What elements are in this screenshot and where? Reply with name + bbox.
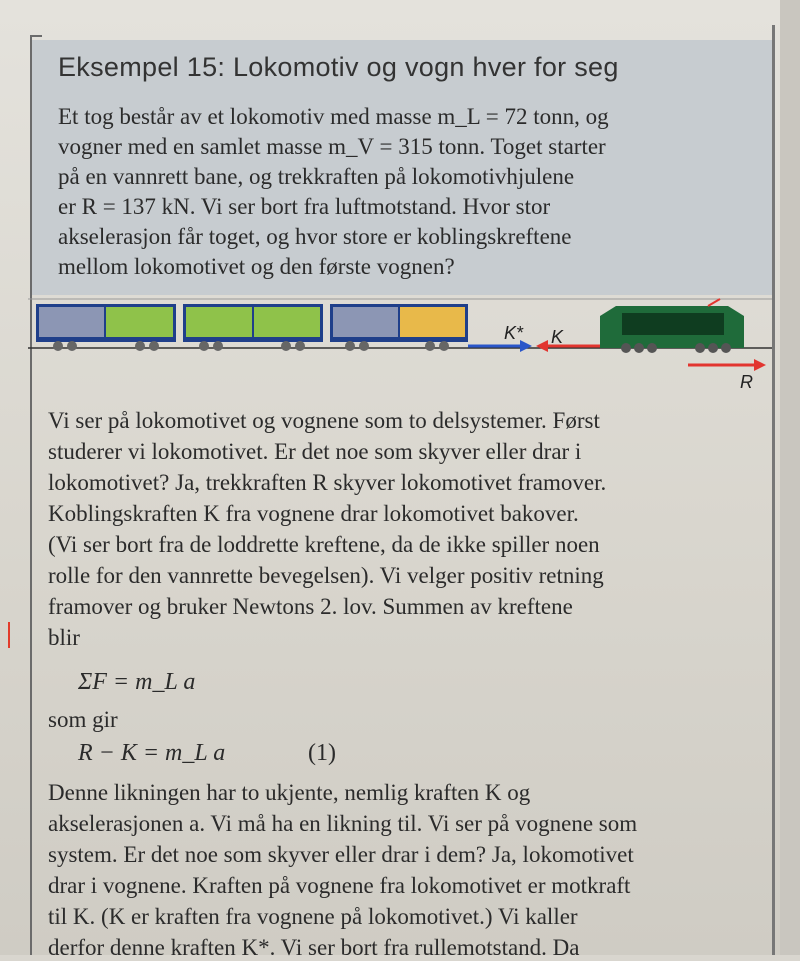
body-line-7: framover og bruker Newtons 2. lov. Summen av kreftene	[48, 594, 573, 619]
page-edge	[780, 0, 800, 955]
frame-right-border	[772, 25, 775, 955]
body-line-3: lokomotivet? Ja, trekkraften R skyver lokomotivet framover.	[48, 470, 607, 495]
intro-line-4: er R = 137 kN. Vi ser bort fra luftmotstand. Hvor stor	[58, 194, 551, 219]
example-title: Eksempel 15: Lokomotiv og vogn hver for seg	[58, 52, 619, 82]
train-diagram	[28, 296, 772, 396]
wagon-3	[330, 304, 468, 351]
body-line-2: studerer vi lokomotivet. Er det noe som skyver eller drar i	[48, 439, 582, 464]
body-line-6: rolle for den vannrette bevegelsen). Vi velger positiv retning	[48, 563, 604, 588]
text-som-gir: som gir	[48, 707, 118, 732]
body-line-14: derfor denne kraften K*. Vi ser bort fra rullemotstand. Da	[48, 935, 580, 960]
equation-1: R − K = m_L a	[78, 740, 226, 766]
equation-1-number: (1)	[308, 740, 336, 766]
intro-line-6: mellom lokomotivet og den første vognen?	[58, 254, 455, 279]
equation-sum-of-forces: ΣF = m_L a	[78, 669, 196, 695]
force-arrow-r	[688, 359, 766, 371]
body-line-12: drar i vognene. Kraften på vognene fra lokomotivet er motkraft	[48, 873, 631, 898]
label-r: R	[740, 372, 753, 392]
force-arrow-k	[536, 340, 600, 352]
body-line-11: system. Er det noe som skyver eller drar i dem? Ja, lokomotivet	[48, 842, 634, 867]
locomotive	[600, 299, 744, 353]
body-line-1: Vi ser på lokomotivet og vognene som to delsystemer. Først	[48, 408, 600, 433]
intro-line-2: vogner med en samlet masse m_V = 315 tonn. Toget starter	[58, 134, 606, 159]
wagon-1	[36, 304, 176, 351]
wagon-2	[183, 304, 323, 351]
intro-line-1: Et tog består av et lokomotiv med masse m_L = 72 tonn, og	[58, 104, 609, 129]
label-kstar: K*	[504, 323, 524, 343]
frame-left-border	[30, 35, 32, 955]
body-line-4: Koblingskraften K fra vognene drar lokomotivet bakover.	[48, 501, 579, 526]
label-k: K	[551, 327, 564, 347]
frame-top-border	[30, 35, 42, 37]
intro-line-3: på en vannrett bane, og trekkraften på lokomotivhjulene	[58, 164, 575, 189]
intro-line-5: akselerasjon får toget, og hvor store er koblingskreftene	[58, 224, 572, 249]
margin-mark	[8, 622, 10, 648]
body-line-10: akselerasjonen a. Vi må ha en likning til. Vi ser på vognene som	[48, 811, 638, 836]
body-line-5: (Vi ser bort fra de loddrette kreftene, da de ikke spiller noen	[48, 532, 600, 557]
body-line-13: til K. (K er kraften fra vognene på lokomotivet.) Vi kaller	[48, 904, 578, 929]
body-line-8: blir	[48, 625, 80, 650]
body-line-9: Denne likningen har to ukjente, nemlig kraften K og	[48, 780, 531, 805]
